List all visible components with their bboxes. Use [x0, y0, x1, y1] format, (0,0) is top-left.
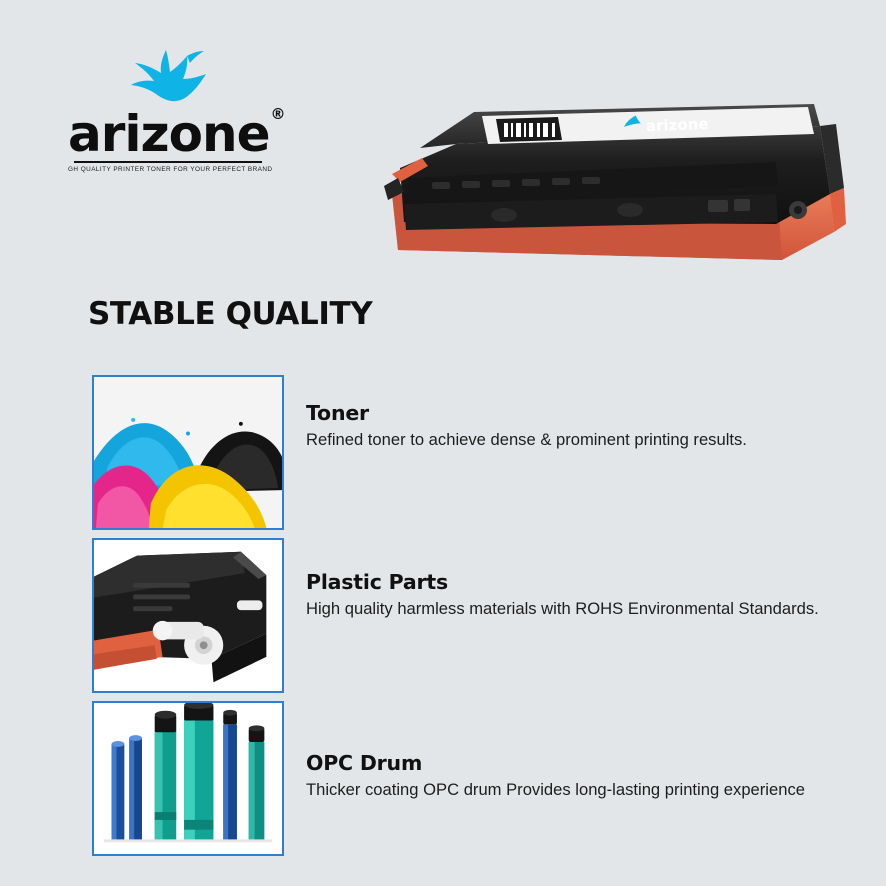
list-item	[92, 375, 832, 530]
feature-title: Plastic Parts	[306, 570, 449, 594]
hummingbird-icon	[122, 46, 214, 108]
feature-text-block	[306, 751, 826, 802]
brand-name	[68, 105, 285, 163]
svg-text:arizone: arizone	[645, 114, 709, 136]
toner-powder-photo	[94, 377, 282, 528]
feature-thumbnail-plastic-parts	[92, 538, 284, 693]
toner-cartridge-photo	[378, 82, 848, 272]
list-item	[92, 701, 832, 856]
brand-logo	[68, 46, 285, 173]
feature-description: Refined toner to achieve dense & prominent printing results.	[306, 430, 747, 449]
opc-drum-photo	[94, 703, 282, 854]
product-image	[378, 82, 848, 272]
feature-description: Thicker coating OPC drum Provides long-lasting printing experience	[306, 780, 805, 799]
header-banner	[0, 0, 886, 282]
feature-list	[92, 375, 832, 864]
feature-thumbnail-opc-drum	[92, 701, 284, 856]
feature-text-block	[306, 570, 826, 621]
brand-name-text: arizone	[68, 105, 270, 163]
list-item	[92, 538, 832, 693]
feature-title: Toner	[306, 401, 369, 425]
registered-mark: ®	[270, 105, 285, 124]
plastic-parts-photo	[94, 540, 282, 691]
feature-description: High quality harmless materials with ROHS Environmental Standards.	[306, 599, 819, 618]
feature-thumbnail-toner	[92, 375, 284, 530]
page-title: STABLE QUALITY	[88, 296, 373, 332]
feature-title: OPC Drum	[306, 751, 423, 775]
brand-tagline: GH QUALITY PRINTER TONER FOR YOUR PERFECT BRAND	[68, 166, 273, 173]
feature-text-block	[306, 401, 826, 452]
